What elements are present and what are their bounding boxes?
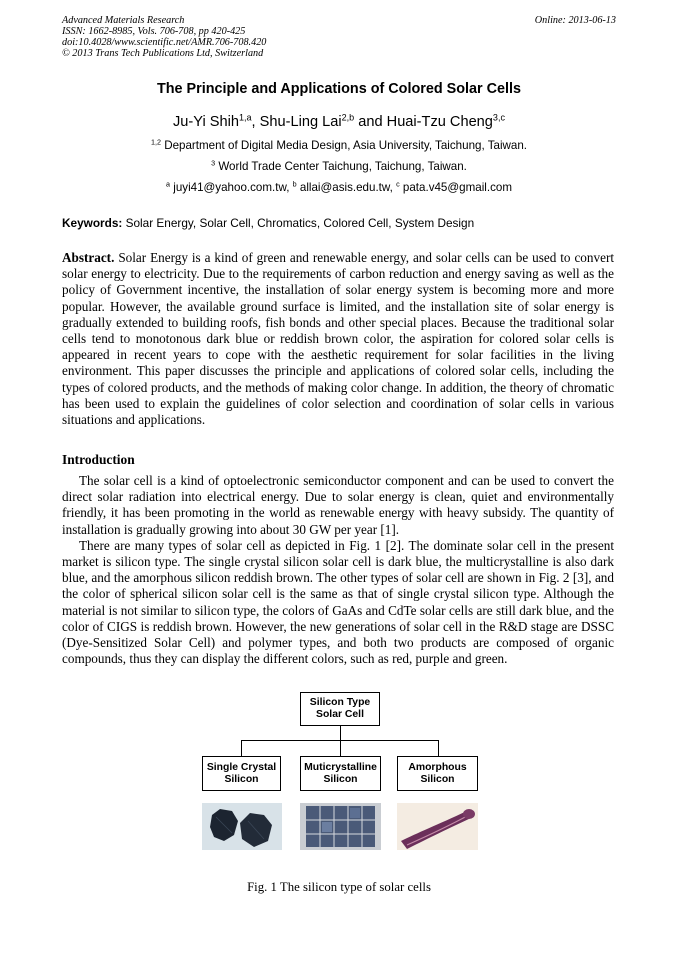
connector bbox=[438, 740, 439, 756]
node-label: Silicon bbox=[224, 773, 259, 785]
keywords-text: Solar Energy, Solar Cell, Chromatics, Colored Cell, System Design bbox=[125, 216, 475, 230]
issn-line: ISSN: 1662-8985, Vols. 706-708, pp 420-425 bbox=[62, 26, 246, 37]
paper-title: The Principle and Applications of Colored Solar Cells bbox=[156, 81, 522, 97]
email-sup: a bbox=[166, 179, 171, 189]
single-crystal-photo bbox=[202, 803, 282, 850]
author-name: Shu-Ling Lai bbox=[259, 114, 342, 130]
root-node bbox=[300, 692, 380, 726]
author-name: Huai-Tzu Cheng bbox=[386, 114, 493, 130]
affiliation-text: Department of Digital Media Design, Asia University, Taichung, Taiwan. bbox=[164, 139, 528, 152]
multicrystalline-photo bbox=[300, 803, 381, 850]
journal-header bbox=[62, 15, 266, 59]
introduction-body bbox=[62, 473, 614, 667]
abstract bbox=[62, 250, 614, 428]
abstract-text: Solar Energy is a kind of green and renewable energy, and solar cells can be used to convert solar energy to electricity. Due to the requirements of carbon reduction and energy saving as well as the policy of Government incentive, the installation of solar energy system is becoming more and more popular. However, the available ground surface is limited, and the installation site of solar energy is gradually extended to building roofs, fish bonds and other special places. Because the traditional solar cells tend to monotonous dark blue or reddish brown color, the aspiration for colored solar cells is appeared in recent years to cope with the aesthetic requirement for solar facilities in the living environment. This paper discusses the principle and applications of colored solar cells, including the types of colored products, and the methods of making color change. In addition, the theory of chromatic has been used to explain the guidelines of color selection and coordination of solar cells in various situations and applications. bbox=[62, 250, 614, 428]
node-label: Single Crystal bbox=[206, 761, 277, 773]
affiliation-text: World Trade Center Taichung, Taichung, Taiwan. bbox=[218, 160, 467, 173]
amorphous-photo bbox=[397, 803, 478, 850]
author-sup: 3,c bbox=[492, 112, 505, 123]
affiliation-sup: 3 bbox=[211, 158, 216, 168]
email-address: allai@asis.edu.tw, bbox=[299, 181, 397, 194]
introduction-heading: Introduction bbox=[62, 452, 135, 467]
child-node-single-crystal bbox=[202, 756, 281, 791]
author-and: and bbox=[354, 114, 387, 130]
paragraph: The solar cell is a kind of optoelectronic semiconductor component and can be used to convert the direct solar radiation into electrical energy. Due to solar energy is clean, quiet and environmentally friendly, it has been promoting in the world as renewable energy with heavy subsidy. The quantity of installation is gradually growing into about 30 GW per year [1]. bbox=[62, 473, 614, 537]
online-date: Online: 2013-06-13 bbox=[534, 15, 616, 26]
node-label: Amorphous bbox=[408, 761, 467, 773]
paragraph: There are many types of solar cell as depicted in Fig. 1 [2]. The dominate solar cell in the present market is silicon type. The single crystal silicon solar cell is dark blue, the multicrystalline is also dark blue, and the amorphous silicon reddish brown. The other types of solar cell are shown in Fig. 2 [3], and the color of spherical silicon solar cell is the same as that of single crystal silicon type. Although the material is not similar to silicon type, the colors of GaAs and CdTe solar cells are still dark blue, and the color of CIGS is reddish brown. However, the new generations of solar cell in the R&D stage are DSSC (Dye-Sensitized Solar Cell) and polymer types, and both two products are composed of organic compounds, thus they can display the different colors, such as red, purple and green. bbox=[62, 537, 614, 667]
child-node-multicrystalline bbox=[300, 756, 381, 791]
node-label: Silicon bbox=[323, 773, 358, 785]
email-sup: b bbox=[292, 179, 297, 189]
email-address: pata.v45@gmail.com bbox=[402, 181, 512, 194]
affiliation-sup: 1,2 bbox=[150, 137, 161, 147]
affiliation-1 bbox=[0, 139, 678, 152]
email-address: juyi41@yahoo.com.tw, bbox=[173, 181, 293, 194]
doi-line: doi:10.4028/www.scientific.net/AMR.706-708.420 bbox=[62, 37, 267, 48]
email-line bbox=[0, 181, 678, 194]
author-name: Ju-Yi Shih bbox=[172, 114, 239, 130]
connector bbox=[340, 726, 341, 740]
node-label: Silicon Type bbox=[309, 697, 371, 708]
figure-caption: Fig. 1 The silicon type of solar cells bbox=[247, 880, 431, 894]
connector bbox=[241, 740, 242, 756]
author-separator: , bbox=[251, 114, 260, 130]
author-sup: 1,a bbox=[238, 112, 252, 123]
affiliation-2 bbox=[0, 160, 678, 173]
child-node-amorphous bbox=[397, 756, 478, 791]
author-sup: 2,b bbox=[341, 112, 355, 123]
keywords-label: Keywords: bbox=[62, 216, 123, 230]
copyright-line: © 2013 Trans Tech Publications Ltd, Switzerland bbox=[62, 48, 264, 59]
connector bbox=[340, 740, 341, 756]
email-sup: c bbox=[396, 179, 400, 189]
author-list bbox=[0, 114, 678, 130]
node-label: Muticrystalline bbox=[304, 761, 377, 773]
abstract-label: Abstract. bbox=[62, 250, 115, 265]
journal-name: Advanced Materials Research bbox=[62, 15, 185, 26]
node-label: Silicon bbox=[420, 773, 455, 785]
node-label: Solar Cell bbox=[316, 709, 364, 720]
keywords bbox=[62, 216, 474, 230]
